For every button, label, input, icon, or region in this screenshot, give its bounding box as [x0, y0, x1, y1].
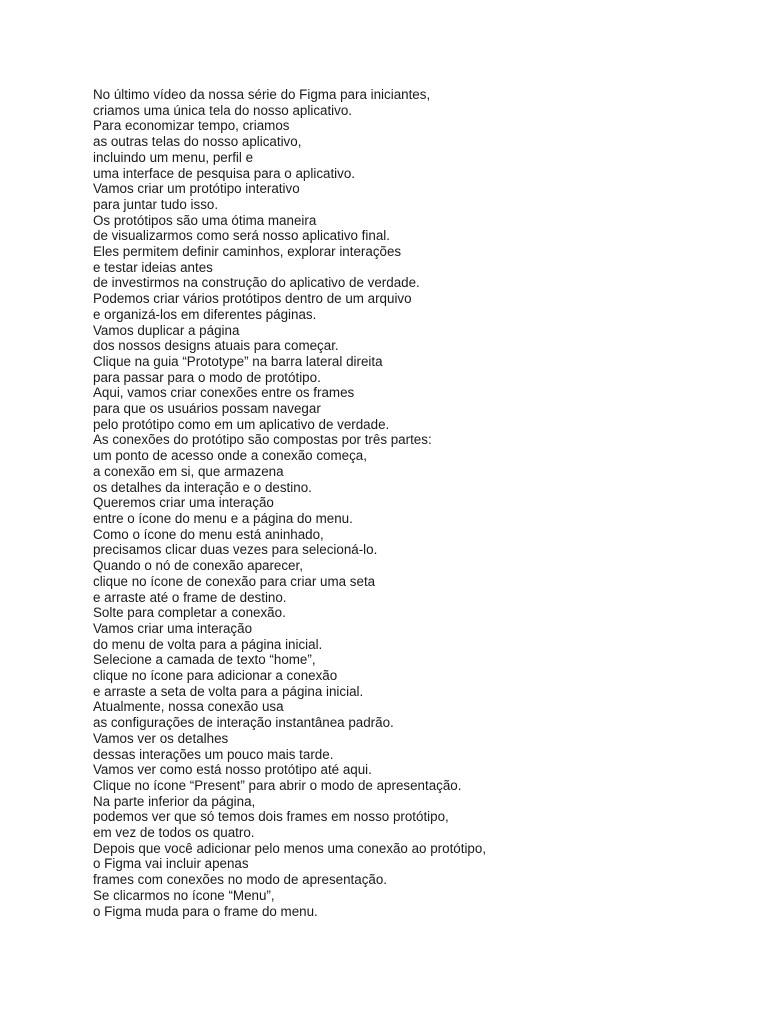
text-line: em vez de todos os quatro.: [93, 825, 255, 841]
text-line: Vamos criar um protótipo interativo: [93, 181, 300, 197]
text-line: entre o ícone do menu e a página do menu.: [93, 510, 353, 526]
text-line: As conexões do protótipo são compostas por três partes:: [93, 432, 432, 448]
text-line: para que os usuários possam navegar: [93, 401, 321, 417]
text-line: Os protótipos são uma ótima maneira: [93, 212, 317, 228]
text-line: uma interface de pesquisa para o aplicativo.: [93, 165, 356, 181]
text-line: Clique no ícone “Present” para abrir o modo de apresentação.: [93, 777, 462, 793]
text-line: Na parte inferior da página,: [93, 793, 256, 809]
text-line: No último vídeo da nossa série do Figma para iniciantes,: [93, 87, 431, 102]
text-line: Clique na guia “Prototype” na barra lateral direita: [93, 353, 383, 369]
text-line: a conexão em si, que armazena: [93, 463, 284, 479]
text-line: de investirmos na construção do aplicativo de verdade.: [93, 275, 420, 291]
text-line: Selecione a camada de texto “home”,: [93, 652, 316, 668]
text-line: Como o ícone do menu está aninhado,: [93, 526, 324, 542]
text-line: precisamos clicar duas vezes para selecioná-lo.: [93, 542, 378, 558]
text-line: Aqui, vamos criar conexões entre os frames: [93, 385, 355, 401]
text-line: o Figma muda para o frame do menu.: [93, 903, 318, 919]
text-line: e testar ideias antes: [93, 259, 213, 275]
text-line: e arraste a seta de volta para a página inicial.: [93, 683, 364, 699]
text-line: pelo protótipo como em um aplicativo de verdade.: [93, 416, 390, 432]
text-line: dos nossos designs atuais para começar.: [93, 338, 339, 354]
text-line: Vamos criar uma interação: [93, 620, 253, 636]
text-line: Vamos duplicar a página: [93, 322, 240, 338]
text-line: para juntar tudo isso.: [93, 196, 219, 212]
text-line: Atualmente, nossa conexão usa: [93, 699, 284, 715]
text-line: criamos uma única tela do nosso aplicativo.: [93, 102, 353, 118]
text-line: incluindo um menu, perfil e: [93, 149, 254, 165]
text-line: para passar para o modo de protótipo.: [93, 369, 321, 385]
text-line: Podemos criar vários protótipos dentro de um arquivo: [93, 291, 412, 307]
text-line: Se clicarmos no ícone “Menu”,: [93, 887, 275, 903]
text-line: frames com conexões no modo de apresentação.: [93, 872, 388, 888]
text-line: um ponto de acesso onde a conexão começa,: [93, 448, 367, 464]
text-line: Quando o nó de conexão aparecer,: [93, 558, 303, 574]
text-line: Eles permitem definir caminhos, explorar interações: [93, 244, 402, 260]
text-line: Vamos ver os detalhes: [93, 730, 229, 746]
text-line: Depois que você adicionar pelo menos uma conexão ao protótipo,: [93, 840, 487, 856]
text-line: podemos ver que só temos dois frames em nosso protótipo,: [93, 809, 449, 825]
transcript-text: [93, 87, 733, 919]
text-line: dessas interações um pouco mais tarde.: [93, 746, 334, 762]
text-line: as outras telas do nosso aplicativo,: [93, 134, 302, 150]
text-line: do menu de volta para a página inicial.: [93, 636, 323, 652]
text-line: Para economizar tempo, criamos: [93, 118, 290, 134]
text-line: o Figma vai incluir apenas: [93, 856, 249, 872]
text-line: de visualizarmos como será nosso aplicativo final.: [93, 228, 390, 244]
text-line: e organizá-los em diferentes páginas.: [93, 306, 317, 322]
text-line: os detalhes da interação e o destino.: [93, 479, 312, 495]
text-line: as configurações de interação instantânea padrão.: [93, 715, 394, 731]
text-line: e arraste até o frame de destino.: [93, 589, 287, 605]
text-line: Vamos ver como está nosso protótipo até aqui.: [93, 762, 372, 778]
text-line: Queremos criar uma interação: [93, 495, 274, 511]
text-line: clique no ícone para adicionar a conexão: [93, 668, 338, 684]
text-line: Solte para completar a conexão.: [93, 605, 286, 621]
text-line: clique no ícone de conexão para criar uma seta: [93, 573, 376, 589]
